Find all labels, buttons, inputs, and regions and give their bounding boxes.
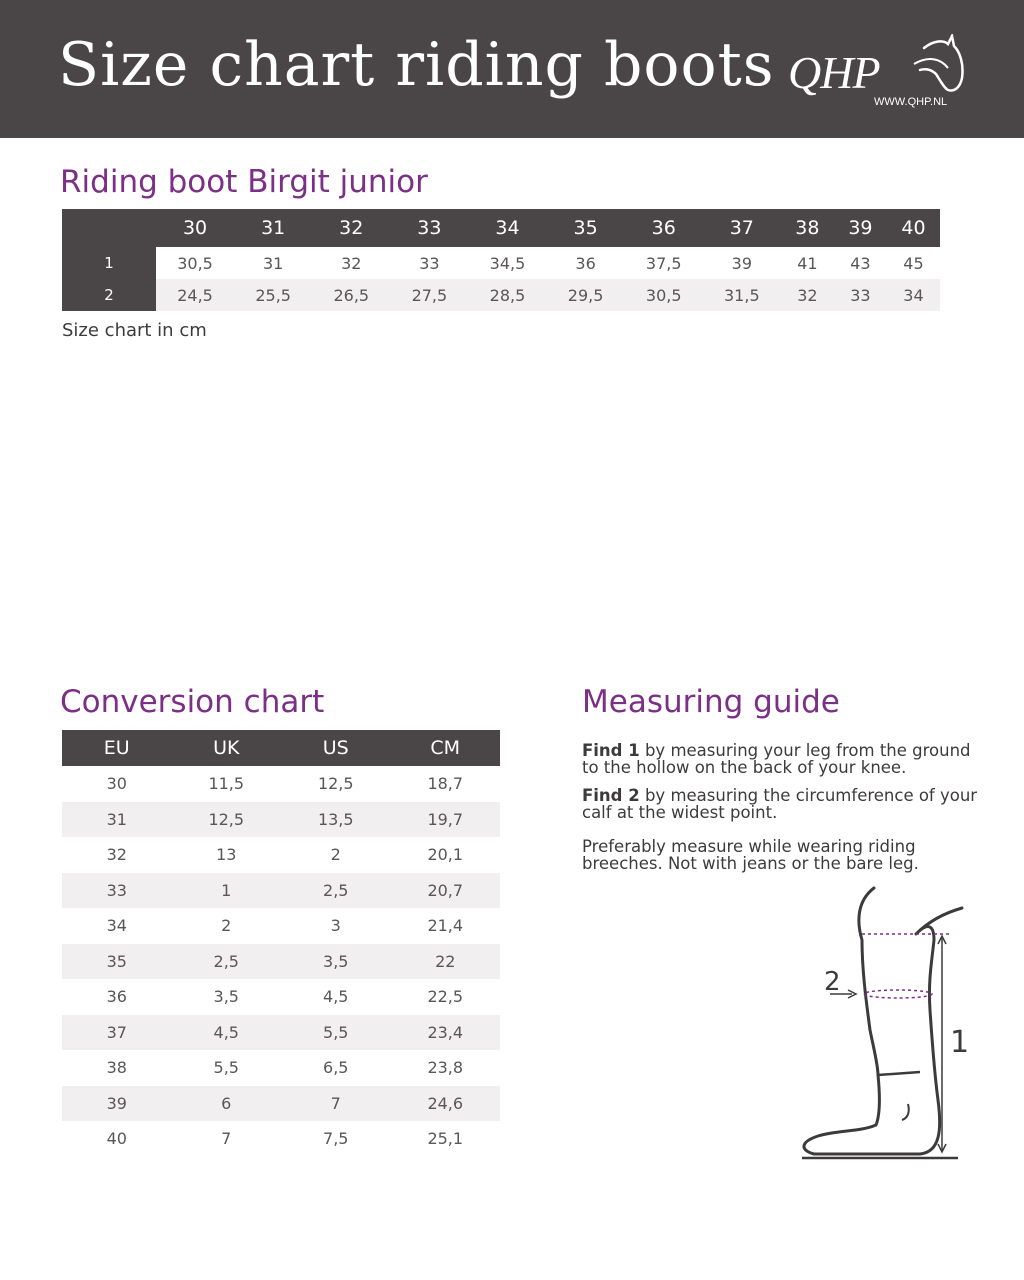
junior-size-header: 38: [781, 209, 834, 247]
table-cell: 24,6: [391, 1086, 501, 1122]
conversion-header-eu: EU: [62, 730, 172, 766]
table-cell: 3,5: [281, 944, 391, 980]
table-cell: 18,7: [427, 774, 464, 794]
table-row: [62, 279, 940, 311]
table-cell: 38: [106, 1058, 127, 1078]
table-cell: 33: [62, 873, 172, 909]
table-cell: 21,4: [427, 916, 464, 936]
table-row: [62, 766, 500, 802]
table-cell: 6: [172, 1086, 282, 1122]
table-cell: 4,5: [323, 987, 349, 1007]
size-chart-note: Size chart in cm: [62, 320, 207, 341]
table-cell: 19,7: [391, 802, 501, 838]
table-cell: 34: [106, 916, 127, 936]
table-cell: 27,5: [390, 279, 468, 311]
table-cell: 43: [850, 253, 871, 273]
guide-section-title: Measuring guide: [582, 684, 840, 720]
conversion-header-uk: UK: [172, 730, 282, 766]
measure-label-1: 1: [950, 1025, 970, 1060]
guide-paragraph-1: [582, 742, 982, 776]
table-row: [62, 802, 500, 838]
junior-section-title: Riding boot Birgit junior: [60, 164, 428, 200]
table-row: [62, 247, 940, 279]
junior-header-row: [62, 209, 940, 247]
table-cell: 31: [262, 253, 284, 273]
table-cell: 22,5: [427, 987, 464, 1007]
conversion-header-row: [62, 730, 500, 766]
junior-size-table: [62, 209, 940, 311]
table-cell: 45: [903, 253, 924, 273]
table-cell: 2,5: [172, 944, 282, 980]
table-cell: 34: [887, 279, 940, 311]
table-row: [62, 1121, 500, 1157]
table-cell: 20,1: [427, 845, 464, 865]
table-cell: 36: [106, 987, 127, 1007]
guide-find-2-text: by measuring the circumference of your calf at the widest point.: [582, 786, 978, 822]
table-cell: 40: [106, 1129, 127, 1149]
table-cell: 33: [419, 253, 440, 273]
table-cell: 5,5: [281, 1015, 391, 1051]
junior-size-header: 39: [834, 209, 887, 247]
table-cell: 29,5: [547, 279, 625, 311]
junior-size-header: 36: [625, 209, 703, 247]
table-cell: 4,5: [172, 1015, 282, 1051]
table-cell: 37: [62, 1015, 172, 1051]
table-cell: 31,5: [703, 279, 781, 311]
junior-size-header: 31: [234, 209, 312, 247]
table-cell: 7,5: [323, 1129, 349, 1149]
conversion-header-cm: CM: [391, 730, 501, 766]
table-row: [62, 837, 500, 873]
table-cell: 25,1: [427, 1129, 464, 1149]
table-row: [62, 908, 500, 944]
junior-size-header: 32: [312, 209, 390, 247]
table-cell: 32: [106, 845, 127, 865]
guide-find-1-text: by measuring your leg from the ground to the hollow on the back of your knee.: [582, 741, 971, 777]
page-title: Size chart riding boots: [58, 30, 775, 100]
junior-size-header: 37: [703, 209, 781, 247]
table-cell: 30: [106, 774, 127, 794]
table-cell: 11,5: [208, 774, 245, 794]
conversion-section-title: Conversion chart: [60, 684, 325, 720]
table-cell: 30,5: [625, 279, 703, 311]
junior-row-label: 2: [62, 279, 156, 311]
table-cell: 25,5: [234, 279, 312, 311]
table-cell: 23,4: [391, 1015, 501, 1051]
table-cell: 2: [221, 916, 232, 936]
table-cell: 2: [330, 845, 341, 865]
table-cell: 33: [834, 279, 887, 311]
table-cell: 13,5: [281, 802, 391, 838]
leg-measurement-illustration: [790, 880, 990, 1170]
table-row: [62, 1086, 500, 1122]
table-cell: 1: [172, 873, 282, 909]
table-cell: 3: [330, 916, 341, 936]
table-cell: 12,5: [172, 802, 282, 838]
table-cell: 22: [391, 944, 501, 980]
table-cell: 39: [62, 1086, 172, 1122]
table-cell: 24,5: [156, 279, 234, 311]
table-cell: 36: [575, 253, 596, 273]
table-cell: 2,5: [281, 873, 391, 909]
table-cell: 7: [221, 1129, 232, 1149]
guide-paragraph-3: Preferably measure while wearing riding breeches. Not with jeans or the bare leg.: [582, 837, 919, 873]
table-cell: 23,8: [427, 1058, 464, 1078]
junior-size-header: 34: [468, 209, 546, 247]
junior-size-header: 33: [390, 209, 468, 247]
table-row: [62, 1050, 500, 1086]
guide-paragraph-2: [582, 787, 982, 821]
conversion-table: [62, 730, 500, 1157]
junior-corner-cell: [62, 209, 156, 247]
junior-size-header: 35: [547, 209, 625, 247]
conversion-header-us: US: [281, 730, 391, 766]
table-cell: 7: [281, 1086, 391, 1122]
logo-text: QHP: [788, 47, 880, 98]
table-cell: 3,5: [213, 987, 239, 1007]
measure-label-2: 2: [824, 967, 841, 997]
table-row: [62, 873, 500, 909]
table-cell: 37,5: [645, 253, 682, 273]
logo-url: WWW.QHP.NL: [874, 96, 948, 108]
table-cell: 12,5: [317, 774, 354, 794]
table-cell: 34,5: [489, 253, 526, 273]
header-banner: [0, 0, 1024, 138]
table-cell: 6,5: [323, 1058, 349, 1078]
table-cell: 5,5: [213, 1058, 239, 1078]
table-cell: 35: [62, 944, 172, 980]
guide-find-1-label: Find 1: [582, 741, 640, 760]
table-cell: 39: [731, 253, 752, 273]
table-cell: 31: [62, 802, 172, 838]
junior-size-header: 30: [156, 209, 234, 247]
table-cell: 30,5: [177, 253, 213, 273]
table-cell: 32: [781, 279, 834, 311]
table-row: [62, 1015, 500, 1051]
horse-head-icon: [904, 34, 968, 104]
table-cell: 28,5: [468, 279, 546, 311]
leg-outline: [804, 888, 962, 1154]
qhp-logo: [784, 34, 974, 114]
guide-find-2-label: Find 2: [582, 786, 640, 805]
table-cell: 20,7: [391, 873, 501, 909]
junior-row-label: 1: [62, 247, 156, 279]
table-cell: 32: [341, 253, 362, 273]
junior-size-header: 40: [887, 209, 940, 247]
table-cell: 13: [216, 845, 237, 865]
table-row: [62, 944, 500, 980]
table-cell: 41: [797, 253, 818, 273]
table-cell: 26,5: [312, 279, 390, 311]
table-row: [62, 979, 500, 1015]
